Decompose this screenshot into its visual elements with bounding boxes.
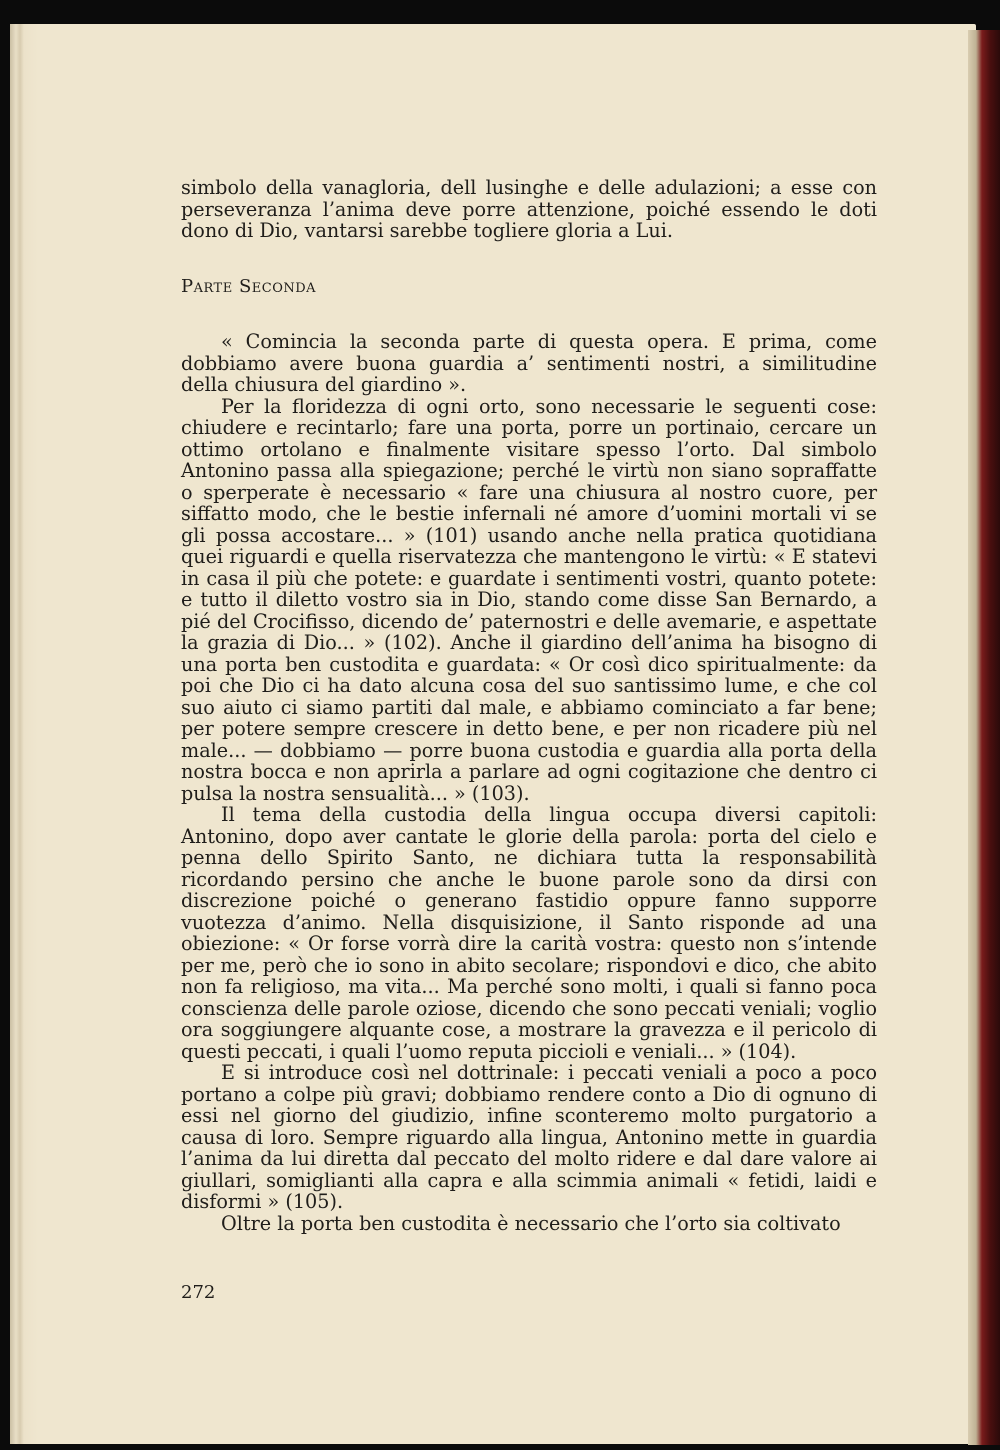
paragraph: Per la floridezza di ogni orto, sono necessarie le seguenti cose: chiudere e recintarlo; fare una porta, porre un portinaio, cercare un ottimo ortolano e finalmente visitare spesso l’orto. Dal simbolo Antonino passa alla spiegazione; perché le virtù non siano sopraffatte o sperperate è necessario « fare una chiusura al nostro cuore, per siffatto modo, che le bestie infernali né amore d’uomini mortali vi se gli possa accostare... » (101) usando anche nella pratica quotidiana quei riguardi e quella riservatezza che mantengono le virtù: « E statevi in casa il più che potete: e guardate i sentimenti vostri, quanto potete: e tutto il diletto vostro sia in Dio, stando come disse San Bernardo, a pié del Crocifisso, dicendo de’ paternostri e delle avemarie, e aspettate la grazia di Dio... » (102). Anche il giardino dell’anima ha bisogno di una porta ben custodita e guardata: « Or così dico spiritualmente: da poi che Dio ci ha dato alcuna cosa del suo santissimo lume, e che col suo aiuto ci siamo partiti dal male, e abbiamo cominciato a far bene; per potere sempre crescere in detto bene, e per non ricadere più nel male... — dobbiamo — porre buona custodia e guardia alla porta della nostra bocca e non aprirla a parlare ad ogni cogitazione che dentro ci pulsa la nostra sensualità... » (103). bbox=[181, 394, 877, 805]
paragraph: simbolo della vanagloria, dell lusinghe e delle adulazioni; a esse con perseveranza l’anima deve porre attenzione, poiché essendo le doti dono di Dio, vantarsi sarebbe togliere gloria a Lui. bbox=[181, 176, 877, 242]
spacer bbox=[181, 242, 877, 276]
book-binding bbox=[968, 30, 1000, 1445]
section-heading: Parte Seconda bbox=[181, 275, 317, 297]
body-text bbox=[181, 177, 877, 1234]
paragraph: E si introduce così nel dottrinale: i peccati veniali a poco a poco portano a colpe più gravi; dobbiamo rendere conto a Dio di ognuno di essi nel giorno del giudizio, infine sconteremo molto purgatorio a causa di loro. Sempre riguardo alla lingua, Antonino mette in guardia l’anima da lui diretta dal peccato del molto ridere e dal dare valore ai giullari, somiglianti alla capra e alla scimmia animali « fetidi, laidi e disformi » (105). bbox=[181, 1061, 877, 1213]
page-number: 272 bbox=[181, 1282, 216, 1303]
page-stack-edge bbox=[10, 24, 38, 1444]
paragraph: Oltre la porta ben custodita è necessario che l’orto sia coltivato bbox=[221, 1211, 841, 1235]
paragraph: Il tema della custodia della lingua occupa diversi capitoli: Antonino, dopo aver cantate le glorie della parola: porta del cielo e penna dello Spirito Santo, ne dichiara tutta la responsabilità ricordando persino che anche le buone parole sono da dirsi con discrezione poiché o generano fastidio oppure fanno supporre vuotezza d’animo. Nella disquisizione, il Santo risponde ad una obiezione: « Or forse vorrà dire la carità vostra: questo non s’intende per me, però che io sono in abito secolare; rispondovi e dico, che abito non fa religioso, ma vita... Ma perché sono molti, i quali si fanno poca conscienza delle parole oziose, dicendo che sono peccati veniali; voglio ora soggiungere alquante cose, a mostrare la gravezza e il pericolo di questi peccati, i quali l’uomo reputa piccioli e veniali... » (104). bbox=[181, 803, 877, 1063]
paragraph: « Comincia la seconda parte di questa opera. E prima, come dobbiamo avere buona guardia a’ sentimenti nostri, a similitudine della chiusura del giardino ». bbox=[181, 330, 877, 396]
spacer bbox=[181, 297, 877, 331]
